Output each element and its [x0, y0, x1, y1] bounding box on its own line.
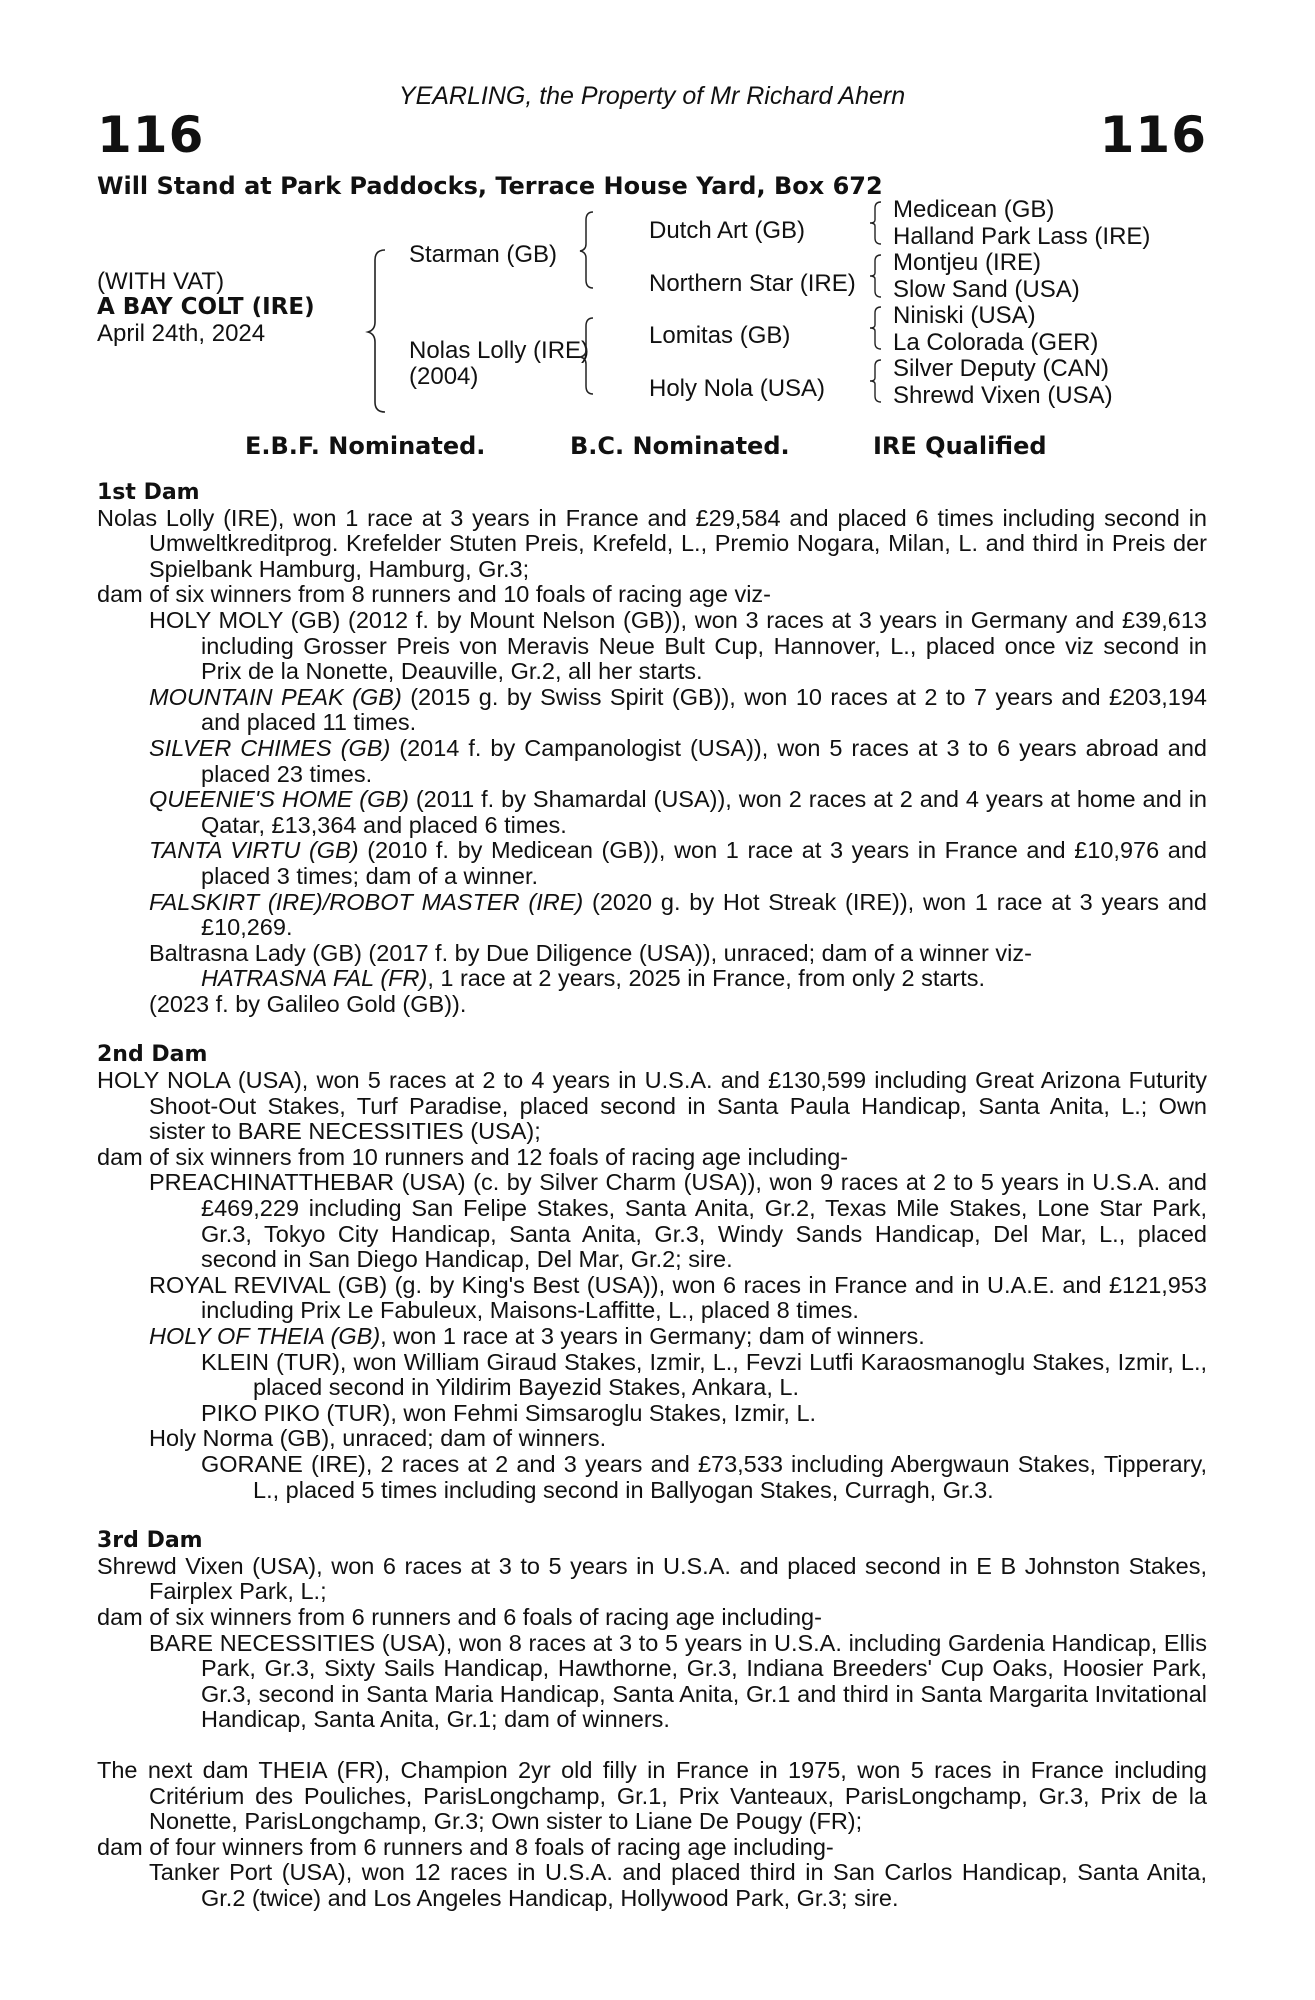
produce-holy-moly: HOLY MOLY (GB) (2012 f. by Mount Nelson (GB)), won 3 races at 3 years in Germany and £39,613 including Grosser Preis von Meravis Neue Bult Cup, Hannover, L., placed once viz second in Prix de la Nonette, Deauville, Gr.2, all her starts. [149, 606, 1207, 685]
sire-dam: Northern Star (IRE) [649, 270, 856, 297]
gdam-1: Halland Park Lass (IRE) [893, 223, 1151, 250]
produce-royal-revival: ROYAL REVIVAL (GB) (g. by King's Best (USA)), won 6 races in France and in U.A.E. and £121,953 including Prix Le Fabuleux, Maisons-Laffitte, L., placed 8 times. [149, 1271, 1207, 1324]
dam: Nolas Lolly (IRE) [409, 337, 590, 364]
lot-number-right: 116 [1099, 106, 1207, 164]
lot-number-left: 116 [97, 106, 205, 164]
third-dam-record: Shrewd Vixen (USA), won 6 races at 3 to 5 years in U.S.A. and placed second in E B Johnston Stakes, Fairplex Park, L.; [97, 1552, 1207, 1605]
first-dam-summary: dam of six winners from 8 runners and 10 foals of racing age viz- [97, 581, 771, 608]
produce-gorane: GORANE (IRE), 2 races at 2 and 3 years and £73,533 including Abergwaun Stakes, Tipperary, L., placed 5 times including second in Ballyogan Stakes, Curragh, Gr.3. [201, 1450, 1207, 1503]
dam-dam: Holy Nola (USA) [649, 375, 826, 402]
third-dam-heading: 3rd Dam [97, 1528, 203, 1554]
horse-name: A BAY COLT (IRE) [97, 294, 315, 320]
pedigree-table [97, 198, 1207, 418]
produce-bare-necessities: BARE NECESSITIES (USA), won 8 races at 3 to 5 years in U.S.A. including Gardenia Handicap, Ellis Park, Gr.3, Sixty Sails Handicap, Hawthorne, Gr.3, Indiana Breeders' Cup Oaks, Hoosier Park, Gr.3, second in Santa Maria Handicap, Santa Anita, Gr.1 and third in Santa Margarita Invitational Handicap, Santa Anita, Gr.1; dam of winners. [149, 1629, 1207, 1733]
next-dam-summary: dam of four winners from 6 runners and 8 foals of racing age including- [97, 1833, 834, 1860]
produce-holy-of-theia: HOLY OF THEIA (GB), won 1 race at 3 years in Germany; dam of winners. [149, 1323, 925, 1349]
brace-g4 [867, 358, 885, 404]
produce-queenies-home: QUEENIE'S HOME (GB) (2011 f. by Shamardal (USA)), won 2 races at 2 and 4 years at home and in Qatar, £13,364 and placed 6 times. [149, 786, 1207, 838]
sire-sire: Dutch Art (GB) [649, 217, 806, 244]
ire-qualified: IRE Qualified [873, 432, 1047, 460]
produce-klein: KLEIN (TUR), won William Giraud Stakes, Izmir, L., Fevzi Lutfi Karaosmanoglu Stakes, Izmir, L., placed second in Yildirim Bayezid Stakes, Ankara, L. [201, 1348, 1207, 1401]
brace-g2 [867, 253, 885, 299]
second-dam-heading: 2nd Dam [97, 1042, 208, 1068]
brace-g1 [867, 200, 885, 246]
brace-dam [577, 316, 597, 396]
first-dam-record: Nolas Lolly (IRE), won 1 race at 3 years in France and £29,584 and placed 6 times including second in Umweltkreditprog. Krefelder Stuten Preis, Krefeld, L., Premio Nogara, Milan, L. and third in Preis der Spielbank Hamburg, Hamburg, Gr.3; [97, 504, 1207, 582]
produce-silver-chimes: SILVER CHIMES (GB) (2014 f. by Campanologist (USA)), won 5 races at 3 to 6 years abroad and placed 23 times. [149, 734, 1208, 787]
produce-mountain-peak: MOUNTAIN PEAK (GB) (2015 g. by Swiss Spirit (GB)), won 10 races at 2 to 7 years and £203,194 and placed 11 times. [149, 683, 1207, 736]
sire: Starman (GB) [409, 241, 558, 268]
first-dam-heading: 1st Dam [97, 480, 200, 505]
brace-g3 [867, 305, 885, 351]
gsire-3: Niniski (USA) [893, 302, 1036, 329]
gdam-4: Shrewd Vixen (USA) [893, 382, 1113, 409]
produce-falskirt: FALSKIRT (IRE)/ROBOT MASTER (IRE) (2020 g. by Hot Streak (IRE)), won 1 race at 3 years and £10,269. [149, 888, 1207, 941]
gsire-4: Silver Deputy (CAN) [893, 355, 1110, 382]
gdam-2: Slow Sand (USA) [893, 276, 1080, 303]
bc-nomination: B.C. Nominated. [570, 432, 790, 460]
vendor-line: YEARLING, the Property of Mr Richard Ahern [398, 82, 906, 110]
third-dam-summary: dam of six winners from 6 runners and 6 foals of racing age including- [97, 1603, 822, 1630]
produce-baltrasna-lady: Baltrasna Lady (GB) (2017 f. by Due Diligence (USA)), unraced; dam of a winner viz- [149, 939, 1032, 966]
gdam-3: La Colorada (GER) [893, 329, 1099, 356]
produce-hatrasna-fal: HATRASNA FAL (FR), 1 race at 2 years, 2025 in France, from only 2 starts. [201, 965, 986, 992]
produce-2023-filly: (2023 f. by Galileo Gold (GB)). [149, 990, 467, 1017]
produce-tanker-port: Tanker Port (USA), won 12 races in U.S.A. and placed third in San Carlos Handicap, Santa Anita, Gr.2 (twice) and Los Angeles Handicap, Hollywood Park, Gr.3; sire. [149, 1859, 1207, 1911]
foaling-date: April 24th, 2024 [97, 320, 266, 347]
produce-preachinatthebar: PREACHINATTHEBAR (USA) (c. by Silver Charm (USA)), won 9 races at 2 to 5 years in U.S.A. and £469,229 including San Felipe Stakes, Santa Anita, Gr.2, Texas Mile Stakes, Lone Star Park, Gr.3, Tokyo City Handicap, Santa Anita, Gr.3, Windy Sands Handicap, Del Mar, L., placed second in San Diego Handicap, Del Mar, Gr.2; sire. [149, 1169, 1207, 1273]
produce-holy-norma: Holy Norma (GB), unraced; dam of winners. [149, 1425, 607, 1452]
second-dam-record: HOLY NOLA (USA), won 5 races at 2 to 4 years in U.S.A. and £130,599 including Great Arizona Futurity Shoot-Out Stakes, Turf Paradise, placed second in Santa Paula Handicap, Santa Anita, L.; Own sister to BARE NECESSITIES (USA); [97, 1067, 1207, 1145]
gsire-2: Montjeu (IRE) [893, 249, 1042, 276]
brace-main [365, 248, 389, 414]
dam-year: (2004) [409, 363, 479, 390]
next-dam-record: The next dam THEIA (FR), Champion 2yr old filly in France in 1975, won 5 races in France including Critérium des Pouliches, ParisLongchamp, Gr.1, Prix Vanteaux, ParisLongchamp, Gr.3, Prix de la Nonette, ParisLongchamp, Gr.3; Own sister to Liane De Pougy (FR); [97, 1756, 1207, 1835]
produce-tanta-virtu: TANTA VIRTU (GB) (2010 f. by Medicean (GB)), won 1 race at 3 years in France and £10,976 and placed 3 times; dam of a winner. [149, 837, 1207, 889]
vat-note: (WITH VAT) [97, 268, 225, 295]
brace-sire [577, 210, 597, 290]
produce-record [97, 480, 1207, 1911]
ebf-nomination: E.B.F. Nominated. [245, 432, 486, 460]
produce-piko-piko: PIKO PIKO (TUR), won Fehmi Simsaroglu Stakes, Izmir, L. [201, 1399, 817, 1426]
gsire-1: Medicean (GB) [893, 196, 1055, 223]
dam-sire: Lomitas (GB) [649, 322, 791, 349]
second-dam-summary: dam of six winners from 10 runners and 12 foals of racing age including- [97, 1143, 849, 1170]
stabling-info: Will Stand at Park Paddocks, Terrace House Yard, Box 672 [97, 172, 883, 200]
